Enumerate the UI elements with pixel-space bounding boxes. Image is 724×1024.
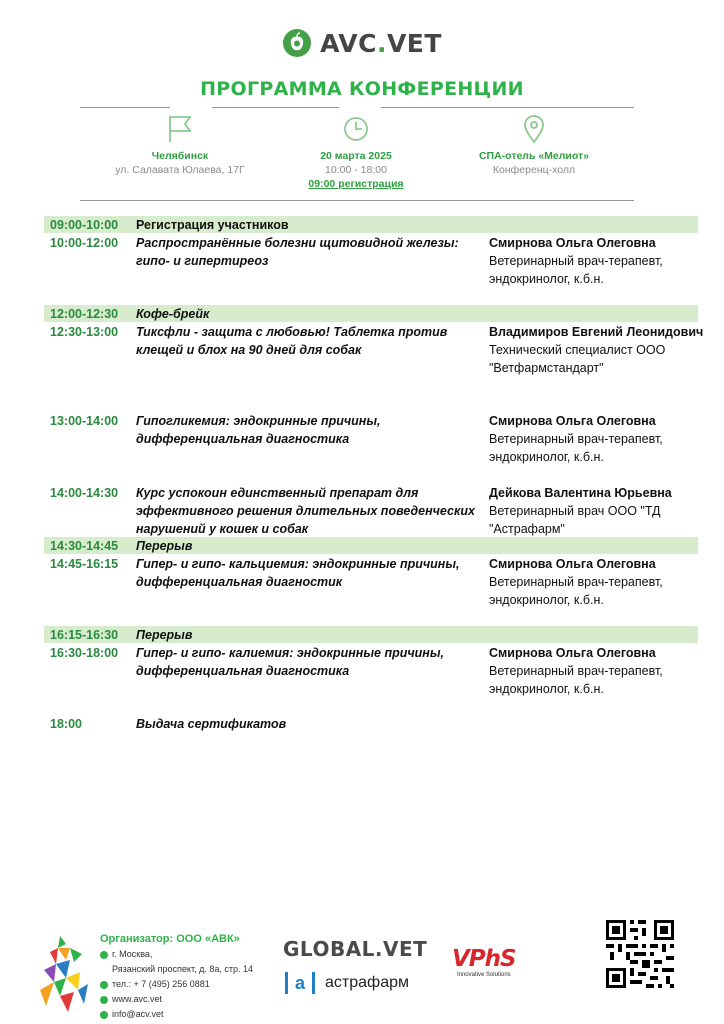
speaker (489, 234, 704, 288)
row-title: Перерыв (136, 539, 193, 553)
info-date (271, 114, 441, 190)
speaker (489, 323, 704, 377)
flag-icon (166, 114, 194, 144)
astrafarm-a-icon: a (285, 972, 315, 994)
row-title: Кофе-брейк (136, 307, 210, 321)
schedule-row (44, 323, 704, 395)
address-line-2: Рязанский проспект, д. 8а, стр. 14 (112, 964, 254, 974)
divider (212, 107, 339, 108)
schedule-row (44, 216, 698, 233)
speaker-name: Дейкова Валентина Юрьевна (489, 486, 672, 500)
speaker (489, 412, 704, 466)
row-time: 14:45-16:15 (50, 557, 119, 571)
speaker-name: Смирнова Ольга Олеговна (489, 646, 656, 660)
speaker-role: Ветеринарный врач ООО "ТД "Астрафарм" (489, 504, 661, 536)
city: Челябинск (151, 150, 209, 162)
schedule-row (44, 305, 698, 322)
organizer-name: Организатор: ООО «АВК» (100, 933, 240, 945)
globe-icon (100, 996, 108, 1004)
partner-globalvet-logo: GLOBAL.VET (283, 937, 428, 961)
row-time: 14:30-14:45 (50, 539, 119, 553)
speaker-name: Смирнова Ольга Олеговна (489, 236, 656, 250)
organizer-info (100, 932, 253, 1022)
divider (381, 107, 634, 108)
speaker-role: Ветеринарный врач-терапевт, эндокринолог, к.б.н. (489, 575, 663, 607)
clock-icon (342, 114, 370, 144)
speaker-role: Ветеринарный врач-терапевт, эндокринолог, к.б.н. (489, 432, 663, 464)
schedule-row (44, 537, 698, 554)
row-title: Выдача сертификатов (136, 717, 287, 731)
row-time: 09:00-10:00 (50, 218, 119, 232)
partner-astrafarm-logo: a астрафарм (285, 972, 409, 994)
brand-name: AVC.VET (320, 28, 442, 58)
row-title: Гипогликемия: эндокринные причины, дифференциальная диагностика (136, 414, 381, 446)
row-time: 12:30-13:00 (50, 325, 119, 339)
speaker (489, 555, 704, 609)
info-venue (449, 114, 619, 176)
row-title: Курс успокоин единственный препарат для эффективного решения длительных поведенческих нарушений у кошек и собак (136, 486, 475, 536)
divider (80, 200, 634, 201)
venue: СПА-отель «Мелиот» (478, 150, 590, 162)
schedule-row (44, 234, 698, 288)
row-title: Регистрация участников (136, 218, 289, 232)
website-link[interactable]: www.avc.vet (100, 992, 253, 1007)
row-title: Перерыв (136, 628, 193, 642)
speaker-role: Ветеринарный врач-терапевт, эндокринолог, к.б.н. (489, 254, 663, 286)
row-time: 18:00 (50, 717, 82, 731)
address: ул. Салавата Юлаева, 17Г (115, 164, 245, 176)
horse-mosaic-logo-icon (36, 934, 90, 1014)
row-time: 13:00-14:00 (50, 414, 119, 428)
schedule-row (44, 626, 698, 643)
speaker-role: Ветеринарный врач-терапевт, эндокринолог, к.б.н. (489, 664, 663, 696)
registration-time: 09:00 регистрация (308, 178, 404, 190)
hours: 10:00 - 18:00 (325, 164, 387, 176)
divider (80, 107, 170, 108)
hall: Конференц-холл (492, 164, 576, 176)
row-title: Гипер- и гипо- калиемия: эндокринные причины, дифференциальная диагностика (136, 646, 444, 678)
row-time: 14:00-14:30 (50, 486, 119, 500)
schedule-row (44, 555, 698, 609)
row-title: Гипер- и гипо- кальциемия: эндокринные причины, дифференциальная диагностик (136, 557, 460, 589)
speaker-name: Владимиров Евгений Леонидович (489, 325, 704, 339)
partner-vphs-logo: VPhS Innovative Solutions (452, 946, 516, 978)
schedule-row (44, 644, 698, 698)
row-time: 16:15-16:30 (50, 628, 119, 642)
email-link[interactable]: info@acv.vet (100, 1007, 253, 1022)
address: г. Москва, (100, 947, 253, 962)
speaker-name: Смирнова Ольга Олеговна (489, 414, 656, 428)
page-title: ПРОГРАММА КОНФЕРЕНЦИИ (200, 78, 524, 100)
info-location-city (95, 114, 265, 176)
speaker (489, 644, 704, 698)
row-time: 12:00-12:30 (50, 307, 119, 321)
brand-logo (0, 28, 724, 63)
phone-icon (100, 981, 108, 989)
location-icon (100, 951, 108, 959)
date: 20 марта 2025 (320, 150, 392, 162)
schedule-row (44, 412, 698, 466)
apple-logo-icon (282, 28, 312, 58)
row-time: 16:30-18:00 (50, 646, 119, 660)
qr-code (604, 918, 676, 990)
location-pin-icon (520, 114, 548, 144)
row-time: 10:00-12:00 (50, 236, 119, 250)
mail-icon (100, 1011, 108, 1019)
speaker-name: Смирнова Ольга Олеговна (489, 557, 656, 571)
speaker-role: Технический специалист ООО "Ветфармстандарт" (489, 343, 666, 375)
phone: тел.: + 7 (495) 256 0881 (100, 977, 253, 992)
row-title: Распространённые болезни щитовидной железы: гипо- и гипертиреоз (136, 236, 459, 268)
speaker (489, 484, 704, 538)
row-title: Тиксфли - защита с любовью! Таблетка против клещей и блох на 90 дней для собак (136, 325, 448, 357)
schedule-row (44, 484, 698, 538)
schedule-row (44, 715, 698, 733)
